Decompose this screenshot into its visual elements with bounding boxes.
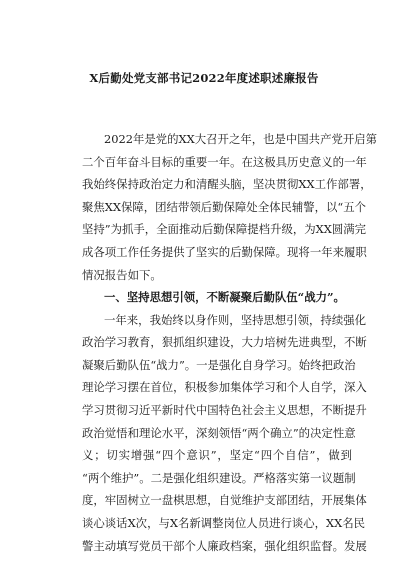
section-line: 凝聚后勤队伍“战力”。一是强化自身学习。始终把政治 [82, 357, 356, 372]
section-heading: 一、坚持思想引领，不断凝聚后勤队伍“战力”。 [104, 290, 345, 304]
intro-line: 坚持”为抓手，全面推动后勤保障提档升级，为XX圆满完 [82, 222, 367, 237]
section-line: 义；切实增强“四个意识”，坚定“四个自信”，做到 [82, 448, 352, 463]
section-line: 警主动填写党员干部个人廉政档案，强化组织监督。发展 [82, 538, 367, 553]
intro-line: 情况报告如下。 [82, 267, 162, 282]
intro-line: 我始终保持政治定力和清醒头脑，坚决贯彻XX工作部署， [82, 177, 372, 192]
section-line: 一年来，我始终以身作则，坚持思想引领，持续强化 [104, 312, 366, 327]
document-title: X后勤处党支部书记2022年度述职述廉报告 [89, 71, 319, 85]
intro-line: 二个百年奋斗目标的重要一年。在这极具历史意义的一年 [82, 154, 367, 169]
intro-paragraph [82, 128, 378, 286]
section-line: 政治学习教育，狠抓组织建设，大力培树先进典型，不断 [82, 335, 367, 350]
section-line: 谈心谈话X次，与X名新调整岗位人员进行谈心，XX名民 [82, 515, 366, 530]
section-line: 理论学习摆在首位，积极参加集体学习和个人自学，深入 [82, 380, 367, 395]
section-line: 度，牢固树立一盘棋思想，自觉维护支部团结，开展集体 [82, 493, 367, 508]
section-line: “两个维护”。二是强化组织建设。严格落实第一议题制 [82, 470, 356, 485]
section-line: 政治觉悟和理论水平，深刻领悟“两个确立”的决定性意 [82, 425, 356, 440]
section-1 [82, 286, 367, 557]
intro-line: 成各项工作任务提供了坚实的后勤保障。现将一年来履职 [82, 244, 367, 259]
intro-line: 2022年是党的XX大召开之年，也是中国共产党开启第 [104, 132, 378, 146]
section-line: 学习贯彻习近平新时代中国特色社会主义思想，不断提升 [82, 402, 367, 417]
intro-line: 聚焦XX保障，团结带领后勤保障处全体民辅警，以“五个 [82, 199, 367, 214]
